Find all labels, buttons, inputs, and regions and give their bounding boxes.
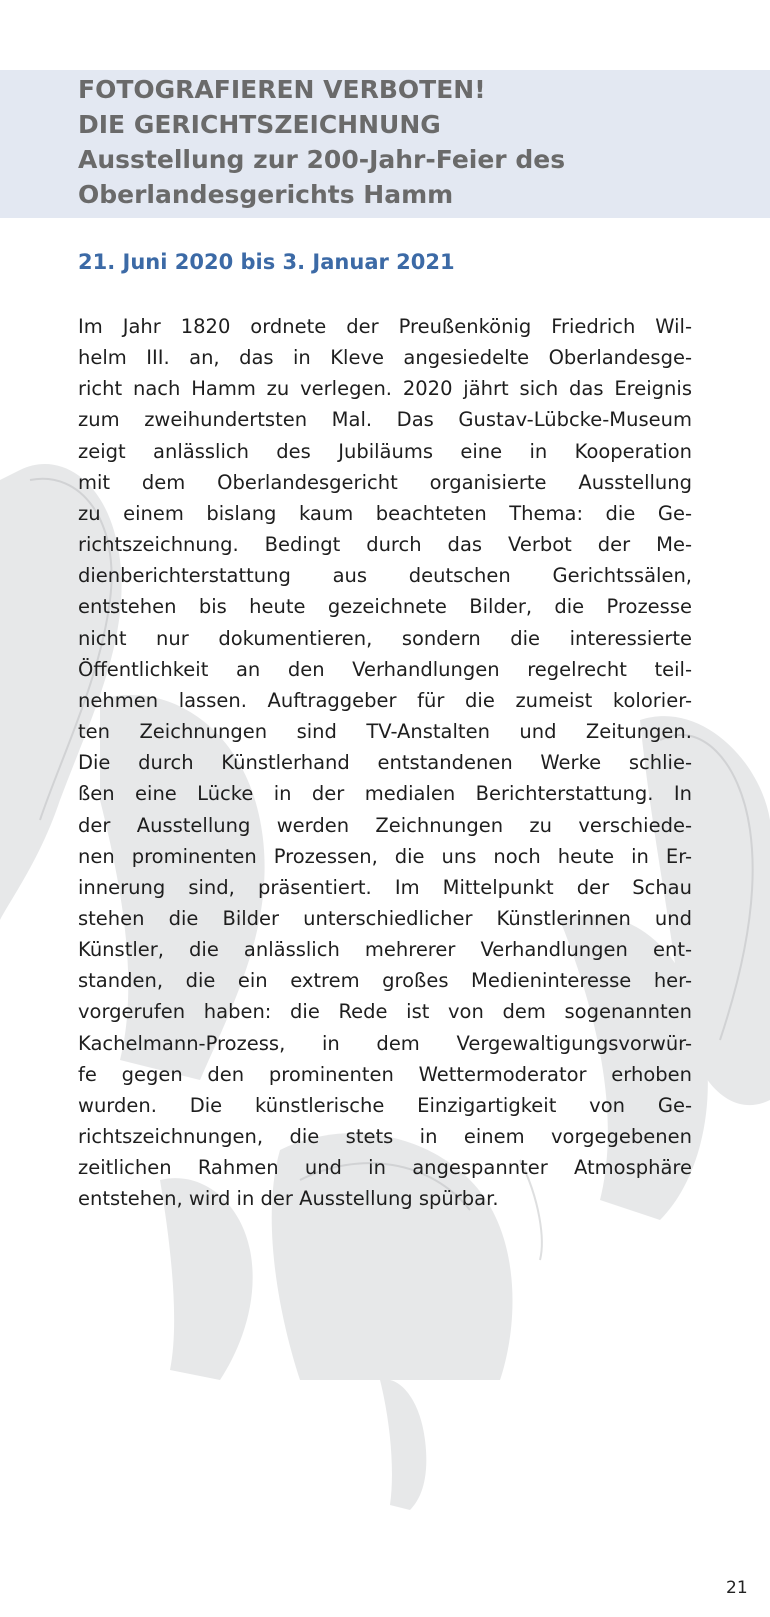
body-line: zeitlichen Rahmen und in angespannter Atmosphäre [78,1156,692,1180]
body-line: nen prominenten Prozessen, die uns noch heute in Er- [78,844,692,868]
body-line: Öffentlichkeit an den Verhandlungen regelrecht teil- [78,657,692,681]
body-line: standen, die ein extrem großes Medieninteresse her- [78,969,692,993]
body-line: zum zweihundertsten Mal. Das Gustav-Lübcke-Museum [78,408,692,432]
body-line: entstehen bis heute gezeichnete Bilder, die Prozesse [78,595,692,619]
heading-line-4: Oberlandesgerichts Hamm [78,180,454,209]
body-line: fe gegen den prominenten Wettermoderator erhoben [78,1062,692,1086]
body-line: entstehen, wird in der Ausstellung spürbar. [78,1187,499,1211]
heading-line-3: Ausstellung zur 200-Jahr-Feier des [78,145,566,174]
body-paragraph [78,311,692,1215]
body-line: richt nach Hamm zu verlegen. 2020 jährt sich das Ereignis [78,377,692,401]
body-line: Im Jahr 1820 ordnete der Preußenkönig Friedrich Wil- [78,315,692,338]
body-line: zeigt anlässlich des Jubiläums eine in Kooperation [78,439,692,463]
body-line: dienberichterstattung aus deutschen Gerichtssälen, [78,564,692,588]
heading [78,72,718,212]
body-line: stehen die Bilder unterschiedlicher Künstlerinnen und [78,906,692,930]
body-line: ten Zeichnungen sind TV-Anstalten und Zeitungen. [78,720,692,744]
body-line: mit dem Oberlandesgericht organisierte Ausstellung [78,470,692,494]
body-line: helm III. an, das in Kleve angesiedelte Oberlandesge- [78,346,692,370]
body-line: wurden. Die künstlerische Einzigartigkeit von Ge- [78,1093,692,1117]
body-line: Künstler, die anlässlich mehrerer Verhandlungen ent- [78,938,692,962]
heading-line-1: FOTOGRAFIEREN VERBOTEN! [78,75,486,104]
body-line: nehmen lassen. Auftraggeber für die zumeist kolorier- [78,688,692,712]
body-line: vorgerufen haben: die Rede ist von dem sogenannten [78,1000,692,1024]
body-line: Kachelmann-Prozess, in dem Vergewaltigungsvorwür- [78,1031,692,1055]
body-line: Die durch Künstlerhand entstandenen Werke schlie- [78,751,692,775]
body-line: richtszeichnung. Bedingt durch das Verbot der Me- [78,533,692,557]
body-line: zu einem bislang kaum beachteten Thema: die Ge- [78,501,692,525]
body-line: innerung sind, präsentiert. Im Mittelpunkt der Schau [78,875,692,899]
heading-line-2: DIE GERICHTSZEICHNUNG [78,110,441,139]
body-line: der Ausstellung werden Zeichnungen zu verschiede- [78,813,692,837]
body-line: nicht nur dokumentieren, sondern die interessierte [78,626,692,650]
exhibition-dates: 21. Juni 2020 bis 3. Januar 2021 [78,250,455,274]
body-line: ßen eine Lücke in der medialen Berichterstattung. In [78,782,692,806]
body-line: richtszeichnungen, die stets in einem vorgegebenen [78,1125,692,1149]
page-number: 21 [726,1578,748,1598]
